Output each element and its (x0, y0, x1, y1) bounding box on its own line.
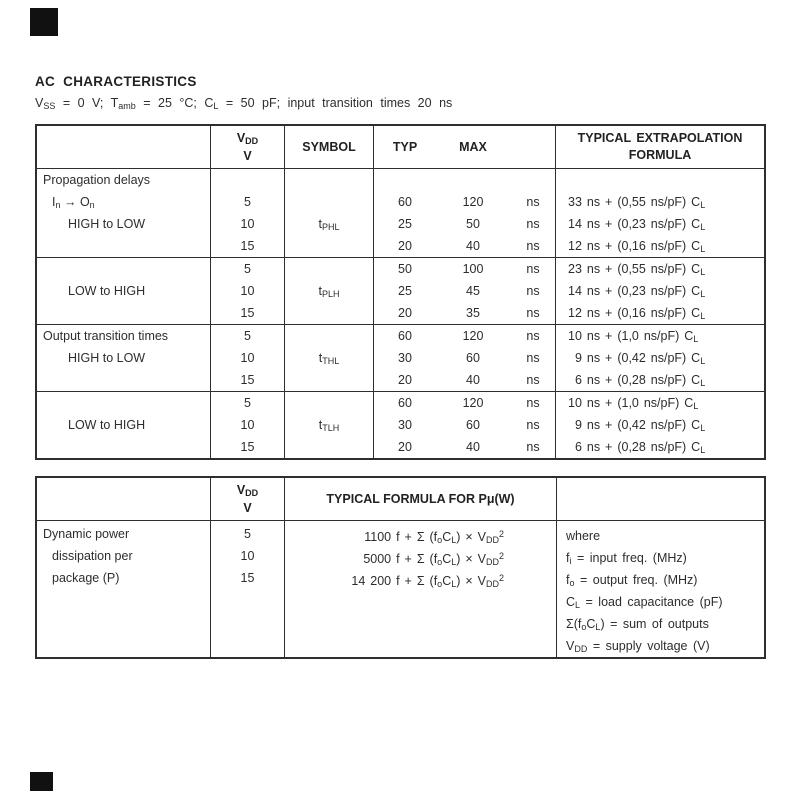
vdd-value: 15 (240, 239, 255, 253)
symbol-cell (284, 325, 373, 391)
table1-header-label-cell (37, 126, 210, 168)
vdd-header-symbol: $V_{DD}$ (236, 482, 259, 498)
row-group-label-cell (37, 392, 210, 458)
vdd-header-unit: V (243, 500, 252, 515)
symbol-cell (284, 258, 373, 324)
vdd-header-unit: V (243, 148, 252, 163)
vdd-header-symbol: $V_{DD}$ (236, 130, 259, 146)
value-row (374, 414, 555, 436)
table1-header-vdd (210, 126, 284, 168)
values-cell (373, 392, 555, 458)
row-group-heading: Propagation delays (43, 173, 151, 187)
symbol-tplh: $t_{PLH}$ (318, 283, 340, 299)
datasheet-page (35, 74, 766, 659)
typ-value: 30 (398, 351, 412, 365)
max-value: 120 (462, 396, 484, 410)
legend-line: $V_{DD}$ = supply voltage (V) (566, 639, 710, 654)
value-row (374, 302, 555, 324)
max-value: 100 (462, 262, 484, 276)
typ-value: 20 (398, 440, 412, 454)
unit: ns (526, 396, 540, 410)
unit: ns (526, 440, 540, 454)
vdd-value: 10 (240, 418, 255, 432)
unit: ns (526, 373, 540, 387)
typ-value: 20 (398, 239, 412, 253)
max-value: 45 (466, 284, 480, 298)
value-row (374, 436, 555, 458)
max-value: 40 (466, 373, 480, 387)
vdd-values-cell (210, 392, 284, 458)
formula: 12 ns + (0,16 ns/pF) $C_L$ (568, 306, 706, 321)
formula: 12 ns + (0,16 ns/pF) $C_L$ (568, 239, 706, 254)
typ-value: 25 (398, 284, 412, 298)
row-group-label-cell (37, 258, 210, 324)
scan-mark-top-left (30, 8, 58, 36)
formula-legend-cell (556, 521, 764, 657)
vdd-value: 10 (240, 217, 255, 231)
formula: 9 ns + (0,42 ns/pF) $C_L$ (568, 418, 706, 433)
formula: 6 ns + (0,28 ns/pF) $C_L$ (568, 373, 706, 388)
formula-cell (555, 392, 764, 458)
value-row (374, 325, 555, 347)
unit: ns (526, 239, 540, 253)
vdd-values-cell (210, 521, 284, 657)
unit: ns (526, 262, 540, 276)
max-value: 60 (466, 351, 480, 365)
legend-line: $\Sigma(f_oC_L)$ = sum of outputs (566, 617, 709, 632)
formula: 6 ns + (0,28 ns/pF) $C_L$ (568, 440, 706, 455)
formula: 33 ns + (0,55 ns/pF) $C_L$ (568, 195, 706, 210)
vdd-value: 15 (240, 440, 255, 454)
unit: ns (526, 418, 540, 432)
value-row (374, 235, 555, 257)
formula-cell (555, 325, 764, 391)
vdd-value: 10 (240, 549, 255, 563)
unit: ns (526, 195, 540, 209)
test-conditions: $V_{SS} = 0$ V; $T_{amb} = 25$ °C; $C_L = 50$ pF; input transition times 20 ns (35, 96, 453, 111)
row-label: HIGH to LOW (68, 351, 146, 365)
vdd-values-cell (210, 325, 284, 391)
value-row (374, 392, 555, 414)
legend-line: where (566, 529, 601, 543)
symbol-tthl: $t_{THL}$ (318, 350, 340, 366)
max-value: 40 (466, 239, 480, 253)
vdd-value: 5 (244, 527, 251, 541)
typ-value: 20 (398, 373, 412, 387)
table1-header-formula: TYPICAL EXTRAPOLATION FORMULA (555, 126, 764, 168)
values-cell (373, 258, 555, 324)
typ-value: 50 (398, 262, 412, 276)
formula: 14 ns + (0,23 ns/pF) $C_L$ (568, 284, 706, 299)
value-row (374, 347, 555, 369)
vdd-value: 5 (244, 195, 251, 209)
max-value: 120 (462, 329, 484, 343)
value-row (374, 369, 555, 391)
formula: 9 ns + (0,42 ns/pF) $C_L$ (568, 351, 706, 366)
symbol-ttlh: $t_{TLH}$ (318, 417, 340, 433)
unit: ns (526, 351, 540, 365)
table1-header-row (37, 126, 764, 168)
max-value: 35 (466, 306, 480, 320)
legend-line: $f_i$ = input freq. (MHz) (566, 551, 687, 566)
row-group-ttlh (37, 391, 764, 458)
max-value: 120 (462, 195, 484, 209)
max-value: 50 (466, 217, 480, 231)
power-dissipation-table (35, 476, 766, 659)
value-row (374, 280, 555, 302)
legend-line: $f_o$ = output freq. (MHz) (566, 573, 698, 588)
typ-value: 30 (398, 418, 412, 432)
unit: ns (526, 329, 540, 343)
row-label: Output transition times (43, 329, 169, 343)
formula: 10 ns + (1,0 ns/pF) $C_L$ (568, 329, 699, 344)
typ-value: 20 (398, 306, 412, 320)
values-cell (373, 325, 555, 391)
vdd-value: 5 (244, 262, 251, 276)
row-label: LOW to HIGH (68, 418, 146, 432)
power-formula: 14 200 f + Σ $(f_oC_L) \times V_{DD}^2$ (351, 573, 504, 589)
max-value: 60 (466, 418, 480, 432)
table1-header-max: MAX (459, 140, 487, 154)
typ-value: 60 (398, 195, 412, 209)
power-formula-cell (284, 521, 556, 657)
scan-mark-bottom-left (30, 772, 53, 791)
row-group-label-cell (37, 169, 210, 257)
row-label: HIGH to LOW (68, 217, 146, 231)
vdd-value: 5 (244, 396, 251, 410)
values-cell (373, 169, 555, 257)
vdd-value: 5 (244, 329, 251, 343)
value-row (374, 191, 555, 213)
vdd-value: 15 (240, 306, 255, 320)
row-label: dissipation per (52, 549, 133, 563)
formula: 23 ns + (0,55 ns/pF) $C_L$ (568, 262, 706, 277)
table2-header-formula: TYPICAL FORMULA FOR Pμ(W) (284, 478, 556, 520)
table1-header-unit-spacer (510, 136, 556, 158)
row-label-cell (37, 521, 210, 657)
formula-cell (555, 258, 764, 324)
max-value: 40 (466, 440, 480, 454)
vdd-value: 15 (240, 571, 255, 585)
formula-cell (555, 169, 764, 257)
vdd-values-cell (210, 258, 284, 324)
vdd-values-cell (210, 169, 284, 257)
value-row (374, 213, 555, 235)
vdd-value: 10 (240, 351, 255, 365)
power-formula: 1100 f + Σ $(f_oC_L) \times V_{DD}^2$ (364, 529, 504, 545)
vdd-value: 15 (240, 373, 255, 387)
table1-header-symbol: SYMBOL (284, 126, 373, 168)
ac-characteristics-table (35, 124, 766, 460)
row-label: $I_n \to O_n$ (52, 195, 95, 210)
row-label: LOW to HIGH (68, 284, 146, 298)
table2-header-vdd (210, 478, 284, 520)
symbol-cell (284, 169, 373, 257)
typ-value: 60 (398, 329, 412, 343)
table2-body-row (37, 520, 764, 657)
power-formula: 5000 f + Σ $(f_oC_L) \times V_{DD}^2$ (363, 551, 504, 567)
page-title: AC CHARACTERISTICS (35, 74, 197, 89)
row-group-tthl (37, 324, 764, 391)
unit: ns (526, 306, 540, 320)
value-row (374, 258, 555, 280)
symbol-cell (284, 392, 373, 458)
formula: 10 ns + (1,0 ns/pF) $C_L$ (568, 396, 699, 411)
table2-header-label-cell (37, 478, 210, 520)
symbol-tphl: $t_{PHL}$ (318, 216, 340, 232)
row-label: package (P) (52, 571, 120, 585)
unit: ns (526, 284, 540, 298)
formula: 14 ns + (0,23 ns/pF) $C_L$ (568, 217, 706, 232)
table1-header-typ: TYP (392, 140, 418, 154)
typ-value: 60 (398, 396, 412, 410)
row-label: Dynamic power (43, 527, 130, 541)
legend-line: $C_L$ = load capacitance (pF) (566, 595, 723, 610)
table1-header-values (373, 126, 555, 168)
unit: ns (526, 217, 540, 231)
vdd-value: 10 (240, 284, 255, 298)
typ-value: 25 (398, 217, 412, 231)
row-group-tphl (37, 168, 764, 257)
table2-header-notes-cell (556, 478, 764, 520)
row-group-label-cell (37, 325, 210, 391)
row-group-tplh (37, 257, 764, 324)
table2-header-row (37, 478, 764, 520)
